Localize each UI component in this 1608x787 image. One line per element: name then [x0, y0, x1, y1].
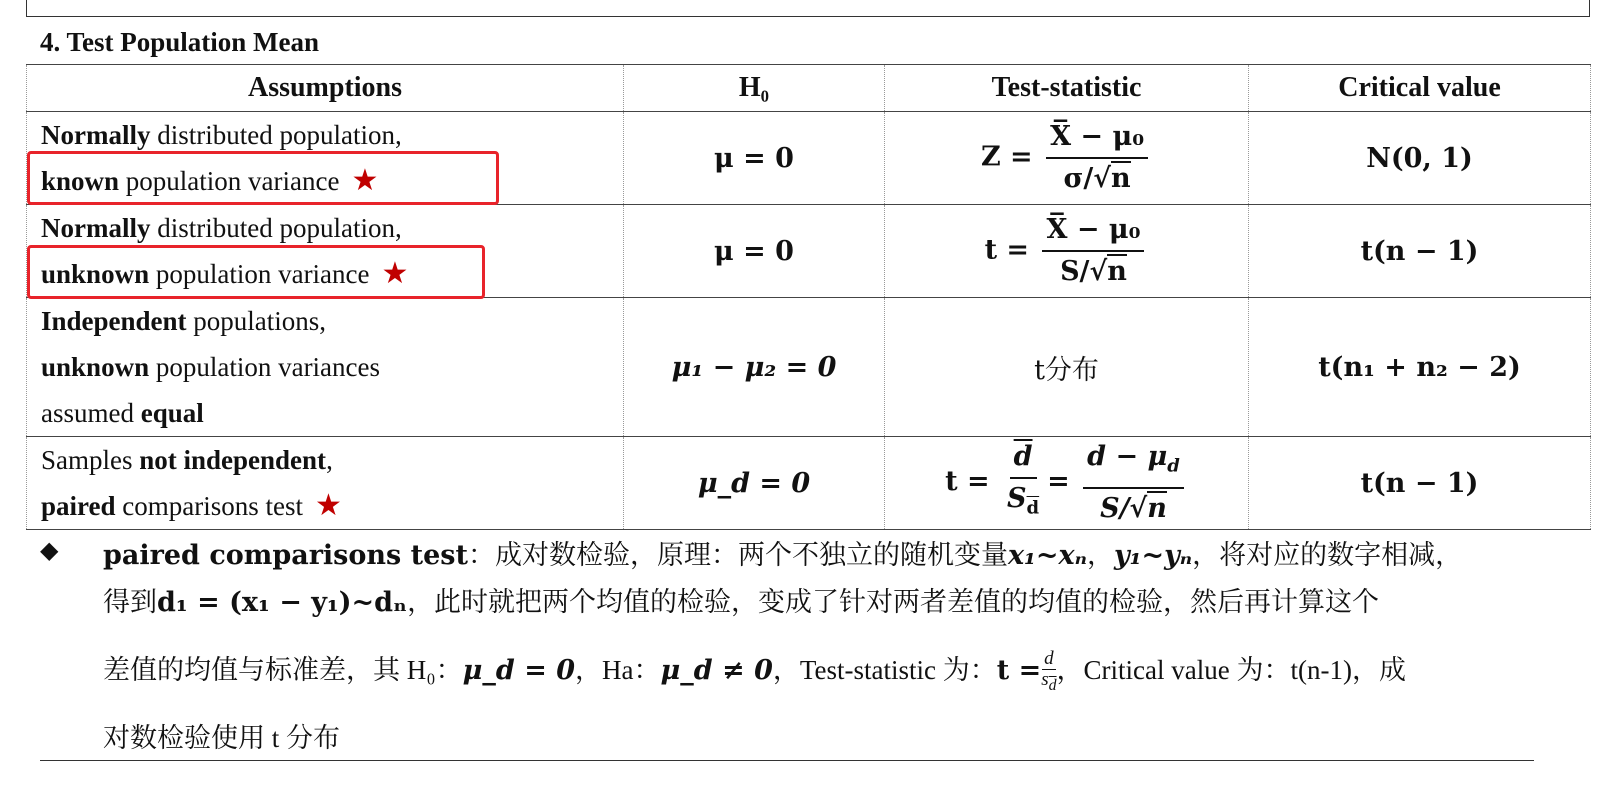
test-statistic-cell: t分布 [885, 298, 1249, 437]
table-row [27, 298, 1591, 437]
star-icon: ★ [315, 489, 342, 522]
test-statistic-cell: t = $\frac{\text{X̅ − μ₀}}{S/√n}$ [885, 205, 1249, 298]
star-icon: ★ [351, 164, 379, 197]
note-line: 对数检验使用 t 分布 [103, 723, 341, 753]
h0-cell: μ = 0 [624, 205, 885, 298]
critical-value-cell: t(n − 1) [1249, 205, 1591, 298]
fraction: $\frac{\overline{d}}{S_{\overline{d}}}$ [1007, 441, 1040, 519]
bottom-rule [40, 760, 1534, 761]
test-statistic-cell: t = $\frac{\overline{d}}{S_{\overline{d}}}$ = $\frac{d - \mu_d}{S/√n}$ [885, 437, 1249, 530]
fraction: $\frac{\text{X̅ − μ₀}}{S/√n}$ [1042, 212, 1144, 290]
note-line: 差值的均值与标准差，其 H₀：μ_d = 0，Ha：μ_d ≠ 0，Test-statistic 为：t = $\frac{d}{s_{\overline{d}}}$ ，Critical value 为：t(n-1)，成 [103, 648, 1406, 695]
assumption-cell [27, 437, 624, 530]
table-row [27, 437, 1591, 530]
critical-value-cell: N(0, 1) [1249, 112, 1591, 205]
table-row [27, 112, 1591, 205]
header-row [27, 65, 1591, 112]
table-top-right-edge [1589, 0, 1590, 16]
assumption-cell [27, 205, 624, 298]
critical-value-cell: t(n₁ + n₂ − 2) [1249, 298, 1591, 437]
diamond-bullet-icon: ◆ [40, 538, 59, 564]
hypothesis-test-table [26, 64, 1591, 530]
header-assumptions: Assumptions [27, 65, 624, 112]
assumption-line: unknown population variance ★ [41, 257, 409, 290]
table-row [27, 205, 1591, 298]
note-body [103, 532, 1540, 761]
assumption-line: known population variance ★ [41, 164, 379, 197]
fraction: $\frac{d}{s_{\overline{d}}}$ [1041, 648, 1057, 695]
table-top-left-edge [26, 0, 27, 16]
header-h0: H₀ [624, 65, 885, 112]
header-critical-value: Critical value [1249, 65, 1591, 112]
note-line: 得到d₁ = (x₁ − y₁)~dₙ，此时就把两个均值的检验，变成了针对两者差值的均值的检验，然后再计算这个 [103, 587, 1380, 618]
assumption-line: unknown population variances [41, 352, 381, 382]
h0-cell: μ_d = 0 [624, 437, 885, 530]
header-test-statistic: Test-statistic [885, 65, 1249, 112]
assumption-cell [27, 112, 624, 205]
assumption-line: paired comparisons test ★ [41, 489, 342, 522]
h0-cell: μ₁ − μ₂ = 0 [624, 298, 885, 437]
test-statistic-cell: Z = $\frac{\text{X̅ − μ₀}}{\sigma/√n}$ [885, 112, 1249, 205]
assumption-line: Normally distributed population, [41, 213, 402, 243]
note-line: paired comparisons test：成对数检验，原理：两个不独立的随机变量x₁~xₙ，y₁~yₙ，将对应的数字相减， [103, 540, 1463, 571]
fraction: $\frac{d - \mu_d}{S/√n}$ [1083, 439, 1184, 526]
assumption-line: Normally distributed population, [41, 120, 402, 150]
assumption-cell [27, 298, 624, 437]
h0-cell: μ = 0 [624, 112, 885, 205]
assumption-line: assumed equal [41, 398, 204, 428]
section-title: 4. Test Population Mean [40, 27, 320, 57]
star-icon: ★ [381, 257, 409, 290]
paired-test-note [40, 532, 1540, 761]
assumption-line: Independent populations, [41, 306, 327, 336]
critical-value-cell: t(n − 1) [1249, 437, 1591, 530]
assumption-line: Samples not independent, [41, 445, 333, 475]
top-rule [26, 16, 1590, 17]
fraction: $\frac{\text{X̅ − μ₀}}{\sigma/√n}$ [1046, 119, 1148, 197]
